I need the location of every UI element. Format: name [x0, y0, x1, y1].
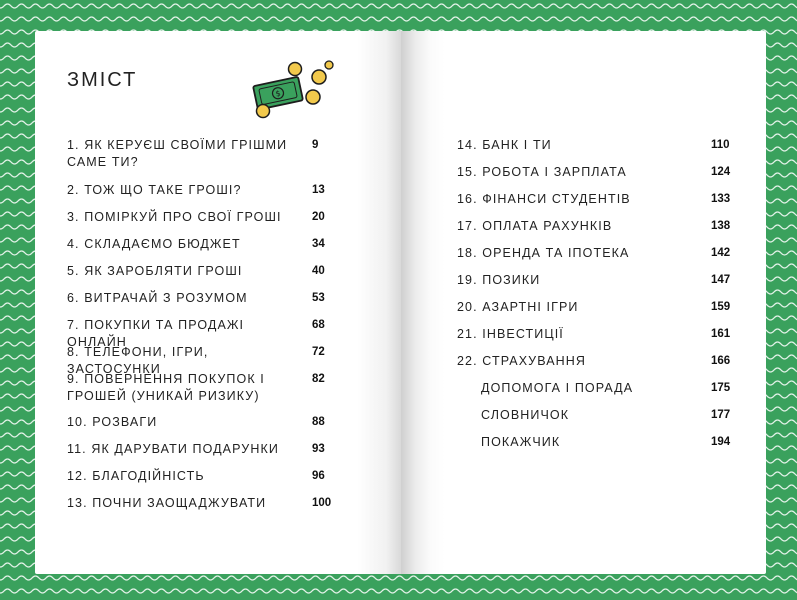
toc-entry-page-number: 159	[711, 301, 731, 313]
toc-entry-page-number: 72	[312, 346, 325, 358]
toc-entry-label: 22. СТРАХУВАННЯ	[457, 354, 587, 368]
toc-entry	[457, 191, 731, 208]
toc-entry	[67, 414, 325, 431]
toc-entry-page-number: 34	[312, 238, 325, 250]
toc-entry	[457, 326, 731, 343]
toc-entry-label: 9. ПОВЕРНЕННЯ ПОКУПОК І ГРОШЕЙ (УНИКАЙ РИЗИКУ)	[67, 372, 265, 403]
toc-entry	[67, 137, 319, 171]
toc-entry-label: 21. ІНВЕСТИЦІЇ	[457, 327, 564, 341]
wave-line	[0, 17, 797, 21]
toc-entry-page-number: 96	[312, 470, 325, 482]
toc-entry-label: 1. ЯК КЕРУЄШ СВОЇМИ ГРІШМИ САМЕ ТИ?	[67, 138, 288, 169]
wave-line	[0, 576, 797, 580]
right-page	[401, 31, 766, 574]
left-page	[35, 31, 401, 574]
toc-entry-label: 12. БЛАГОДІЙНІСТЬ	[67, 469, 205, 483]
toc-entry-page-number: 177	[711, 409, 731, 421]
toc-entry-label: 15. РОБОТА І ЗАРПЛАТА	[457, 165, 627, 179]
toc-entry	[457, 299, 731, 316]
toc-entry-page-number: 161	[711, 328, 731, 340]
toc-entry	[67, 209, 325, 226]
toc-entry-label: 2. ТОЖ ЩО ТАКЕ ГРОШІ?	[67, 183, 242, 197]
toc-entry	[67, 263, 325, 280]
toc-entry	[457, 353, 731, 370]
toc-entry-page-number: 142	[711, 247, 731, 259]
toc-entry	[457, 218, 731, 235]
toc-entry-page-number: 13	[312, 184, 325, 196]
toc-entry-page-number: 88	[312, 416, 325, 428]
toc-entry-page-number: 53	[312, 292, 325, 304]
toc-entry-label: 17. ОПЛАТА РАХУНКІВ	[457, 219, 613, 233]
toc-entry-label: 8. ТЕЛЕФОНИ, ІГРИ, ЗАСТОСУНКИ	[67, 345, 209, 376]
toc-entry	[457, 137, 730, 154]
toc-entry-label: ПОКАЖЧИК	[481, 435, 561, 449]
toc-entry-label: 5. ЯК ЗАРОБЛЯТИ ГРОШІ	[67, 264, 243, 278]
toc-entry	[67, 495, 332, 512]
toc-entry-label: 19. ПОЗИКИ	[457, 273, 541, 287]
toc-entry	[481, 380, 731, 397]
toc-entry-page-number: 147	[711, 274, 731, 286]
toc-entry-label: 7. ПОКУПКИ ТА ПРОДАЖІ ОНЛАЙН	[67, 318, 245, 349]
toc-entry-label: 6. ВИТРАЧАЙ З РОЗУМОМ	[67, 291, 248, 305]
wave-line	[0, 4, 797, 8]
toc-entry-label: 10. РОЗВАГИ	[67, 415, 158, 429]
toc-entry	[457, 245, 731, 262]
svg-text:$: $	[274, 88, 282, 99]
money-and-coins-icon	[249, 55, 341, 121]
toc-entry-label: 3. ПОМІРКУЙ ПРО СВОЇ ГРОШІ	[67, 210, 282, 224]
toc-entry	[67, 182, 325, 199]
toc-entry-page-number: 100	[312, 497, 332, 509]
toc-entry-label: 4. СКЛАДАЄМО БЮДЖЕТ	[67, 237, 241, 251]
toc-entry-page-number: 82	[312, 373, 325, 385]
toc-entry-page-number: 40	[312, 265, 325, 277]
toc-entry	[67, 441, 325, 458]
toc-entry	[67, 236, 325, 253]
toc-entry-page-number: 68	[312, 319, 325, 331]
toc-entry	[67, 371, 325, 405]
toc-entry-label: 20. АЗАРТНІ ІГРИ	[457, 300, 579, 314]
wave-line	[0, 589, 797, 593]
toc-entry-page-number: 20	[312, 211, 325, 223]
toc-entry-page-number: 133	[711, 193, 731, 205]
toc-entry-page-number: 110	[711, 139, 730, 151]
toc-entry-label: ДОПОМОГА І ПОРАДА	[481, 381, 634, 395]
toc-entry	[457, 164, 731, 181]
toc-entry-page-number: 138	[711, 220, 731, 232]
toc-entry-label: 14. БАНК І ТИ	[457, 138, 552, 152]
toc-entry-page-number: 93	[312, 443, 325, 455]
book-spread	[35, 31, 766, 574]
page-title: ЗМІСТ	[67, 69, 138, 91]
toc-entry-label: 18. ОРЕНДА ТА ІПОТЕКА	[457, 246, 630, 260]
toc-entry	[457, 272, 731, 289]
toc-entry-page-number: 124	[711, 166, 731, 178]
toc-entry	[481, 407, 731, 424]
toc-entry-page-number: 175	[711, 382, 731, 394]
toc-entry	[67, 468, 325, 485]
toc-entry-label: СЛОВНИЧОК	[481, 408, 570, 422]
toc-entry-page-number: 194	[711, 436, 731, 448]
toc-entry-label: 11. ЯК ДАРУВАТИ ПОДАРУНКИ	[67, 442, 279, 456]
toc-entry-label: 13. ПОЧНИ ЗАОЩАДЖУВАТИ	[67, 496, 267, 510]
toc-entry	[67, 290, 325, 307]
toc-entry-page-number: 166	[711, 355, 731, 367]
toc-entry-page-number: 9	[312, 139, 319, 151]
toc-entry	[481, 434, 731, 451]
toc-entry-label: 16. ФІНАНСИ СТУДЕНТІВ	[457, 192, 631, 206]
